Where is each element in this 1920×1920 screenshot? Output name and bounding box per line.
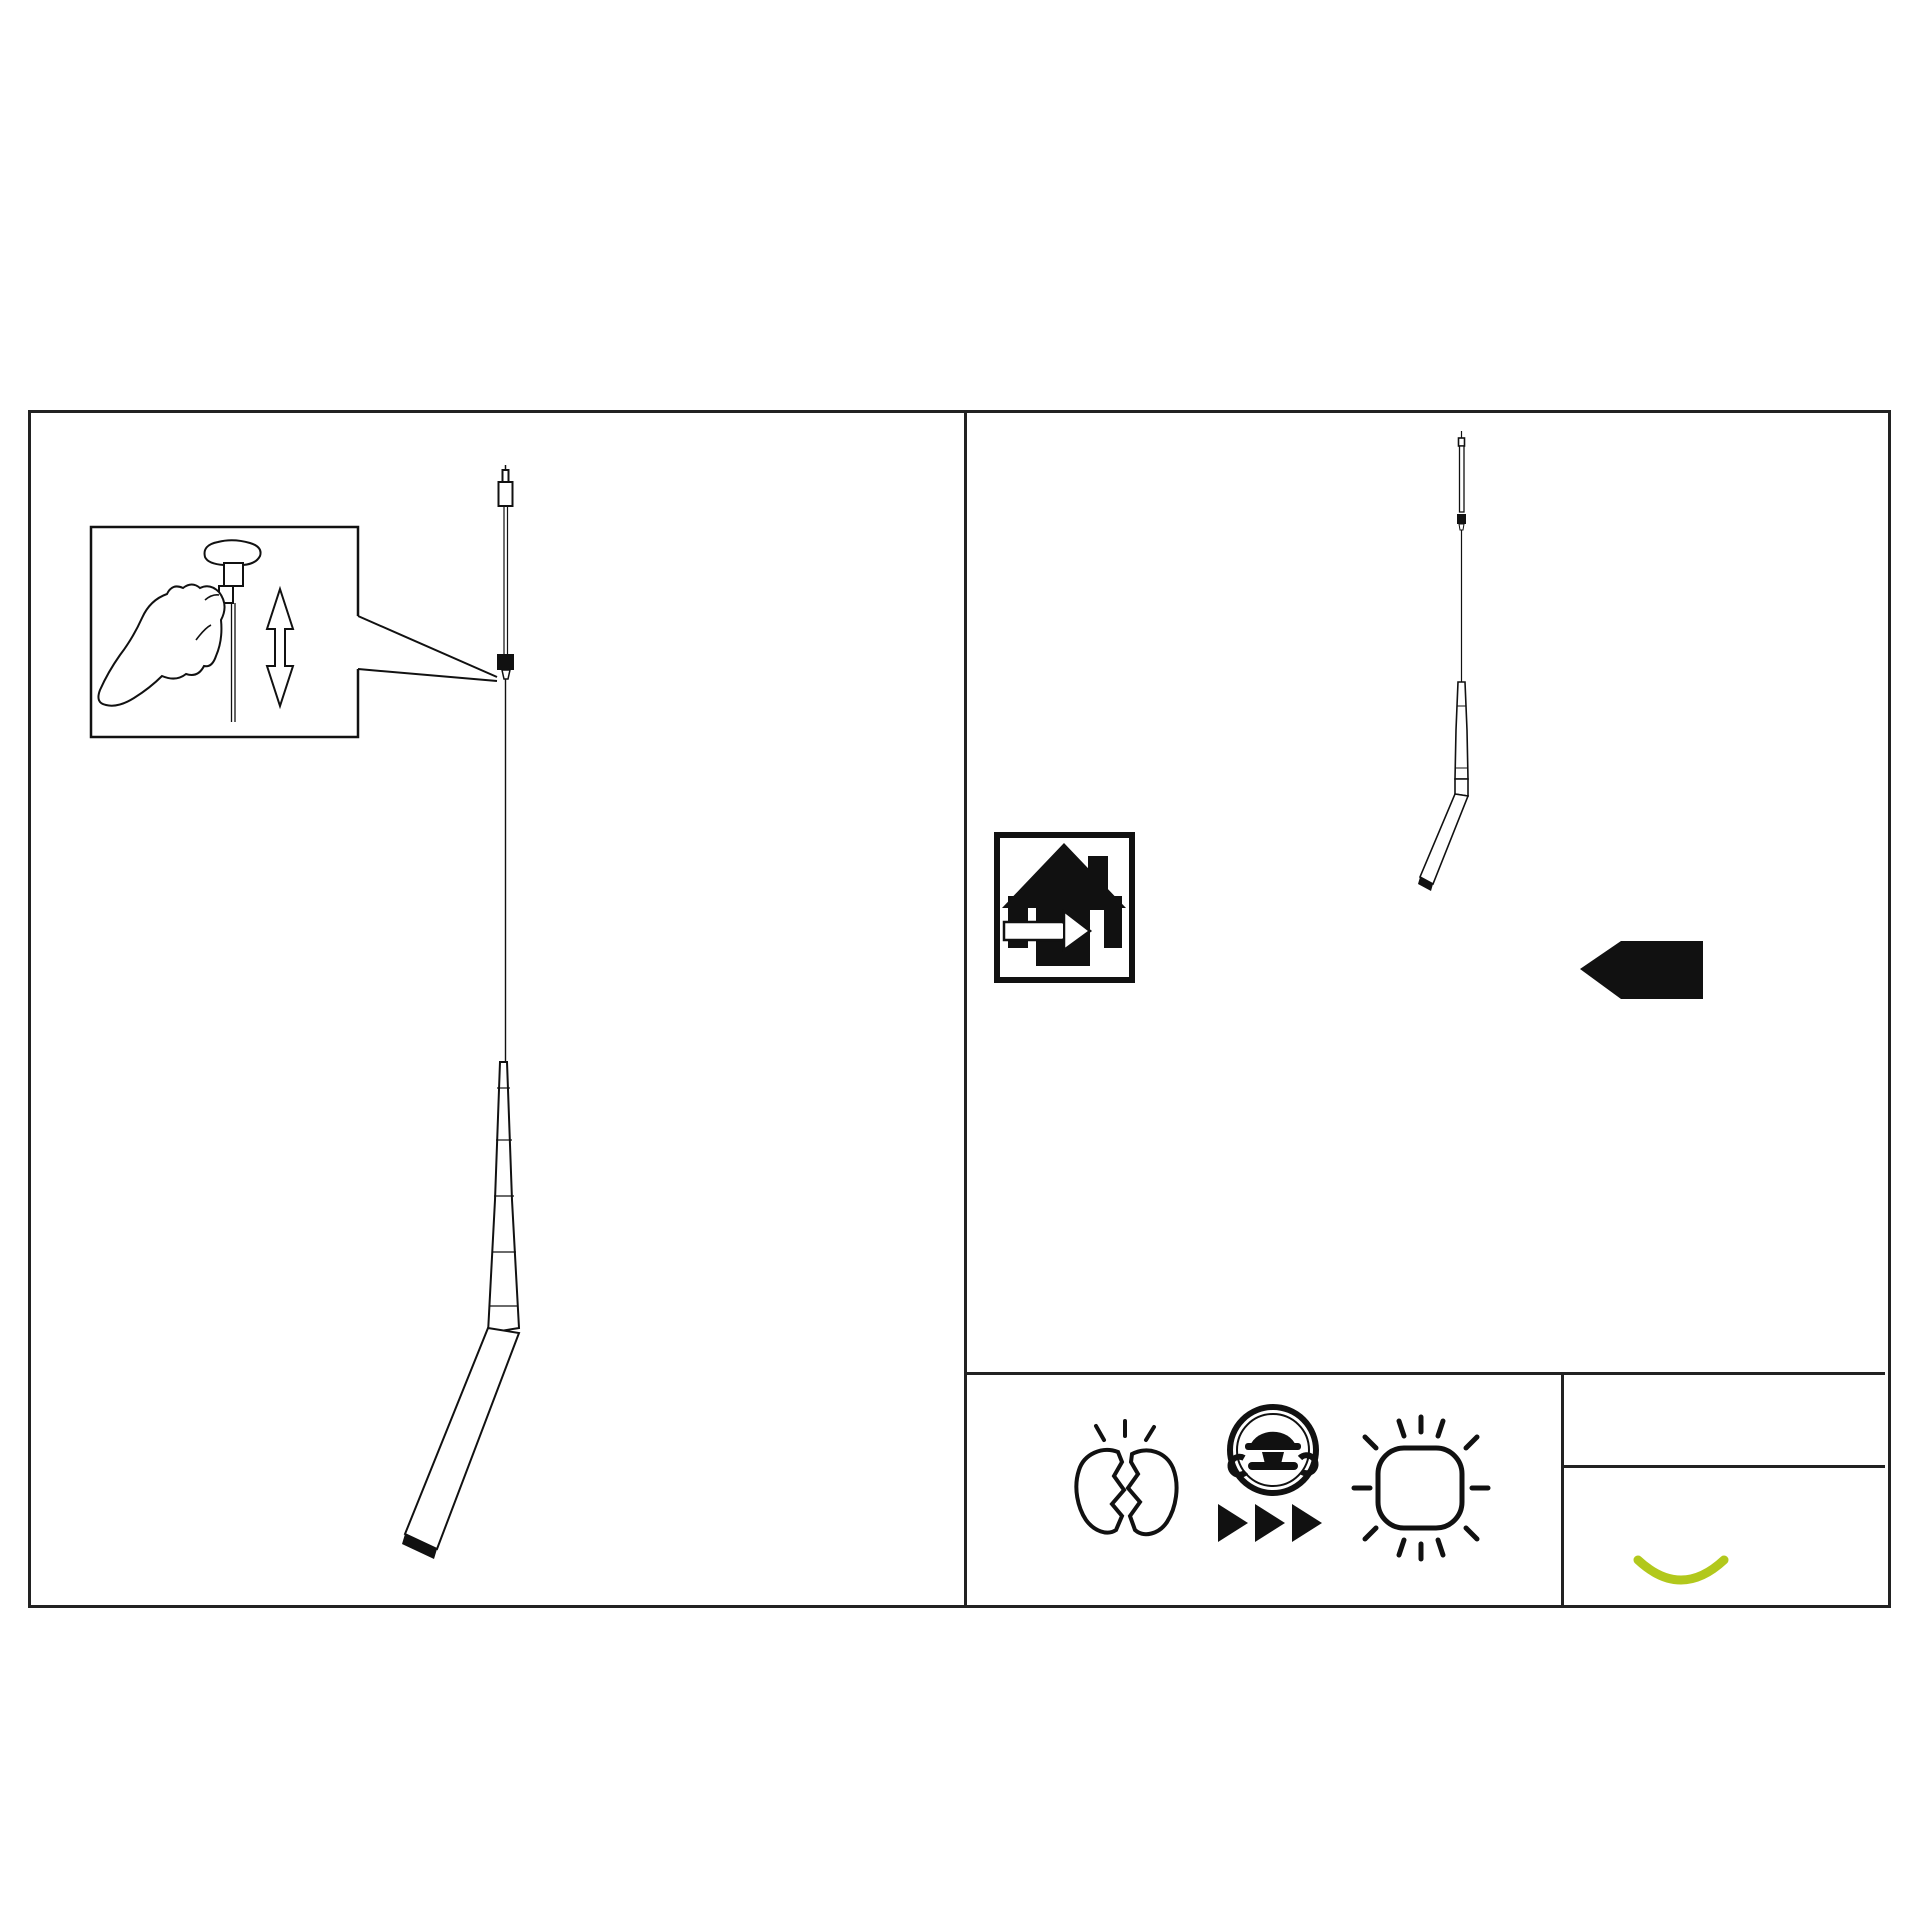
height-adjust-callout	[91, 527, 497, 737]
replace-sequence-arrows-icon	[1218, 1504, 1322, 1542]
broken-led-icon	[1076, 1421, 1176, 1534]
left-lamp-drawing	[402, 465, 519, 1559]
professional-installer-icon	[1230, 1407, 1316, 1493]
mantra-logo	[1592, 1472, 1888, 1602]
new-led-icon	[1354, 1417, 1488, 1559]
indoor-use-icon	[997, 835, 1132, 980]
right-lamp-drawing	[1418, 431, 1468, 891]
energy-class-arrow-icon	[1580, 941, 1703, 999]
